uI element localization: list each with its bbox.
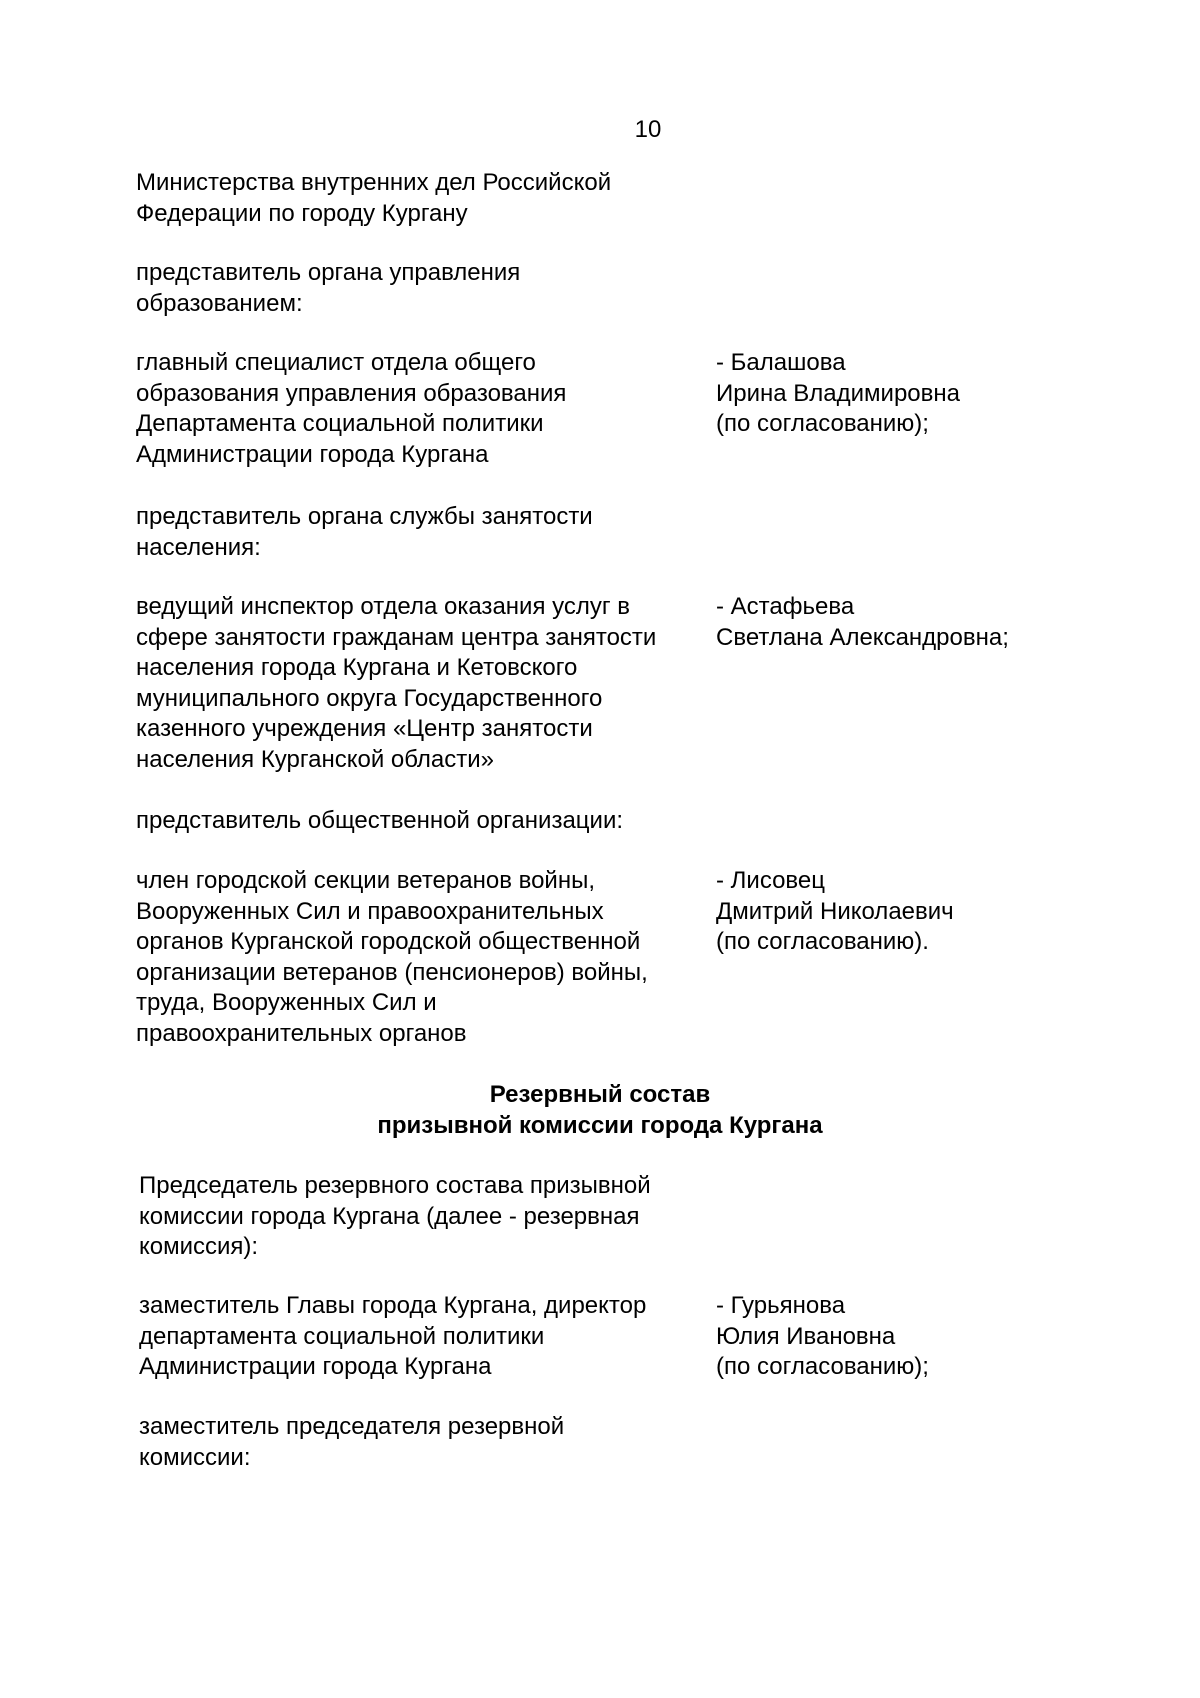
member-lisovets: - Лисовец Дмитрий Николаевич (по согласованию). [716, 867, 954, 955]
role-heading-public-org: представитель общественной организации: [136, 807, 624, 834]
role-text-guryanova: заместитель Главы города Кургана, директор департамента социальной политики Администрации города Кургана [139, 1292, 647, 1380]
reserve-heading-line-1: Резервный состав [489, 1081, 711, 1108]
role-heading-reserve-chair: Председатель резервного состава призывной комиссии города Кургана (далее - резервная комиссия): [139, 1172, 651, 1260]
role-heading-education: представитель органа управления образованием: [136, 259, 521, 317]
member-guryanova: - Гурьянова Юлия Ивановна (по согласованию); [716, 1292, 929, 1380]
member-balashova: - Балашова Ирина Владимировна (по согласованию); [716, 349, 960, 437]
role-text-lisovets: член городской секции ветеранов войны, Вооруженных Сил и правоохранительных органов Курганской городской общественной организации ветеранов (пенсионеров) войны, труда, Вооруженных Сил и правоохранительных органов [136, 867, 648, 1047]
page-number: 10 [634, 116, 662, 143]
role-text-balashova: главный специалист отдела общего образования управления образования Департамента социальной политики Администрации города Кургана [136, 349, 567, 468]
reserve-heading-line-2: призывной комиссии города Кургана [377, 1111, 823, 1139]
role-text-astafyeva: ведущий инспектор отдела оказания услуг в сфере занятости гражданам центра занятости населения города Кургана и Кетовского муниципального округа Государственного казенного учреждения «Центр занятости населения Курганской области» [136, 593, 657, 773]
role-heading-employment: представитель органа службы занятости населения: [136, 503, 593, 561]
member-astafyeva: - Астафьева Светлана Александровна; [716, 593, 1009, 651]
role-text-mvd: Министерства внутренних дел Российской Федерации по городу Кургану [136, 169, 612, 227]
role-heading-reserve-deputy: заместитель председателя резервной комиссии: [139, 1413, 565, 1471]
reserve-heading [0, 1080, 1200, 1141]
